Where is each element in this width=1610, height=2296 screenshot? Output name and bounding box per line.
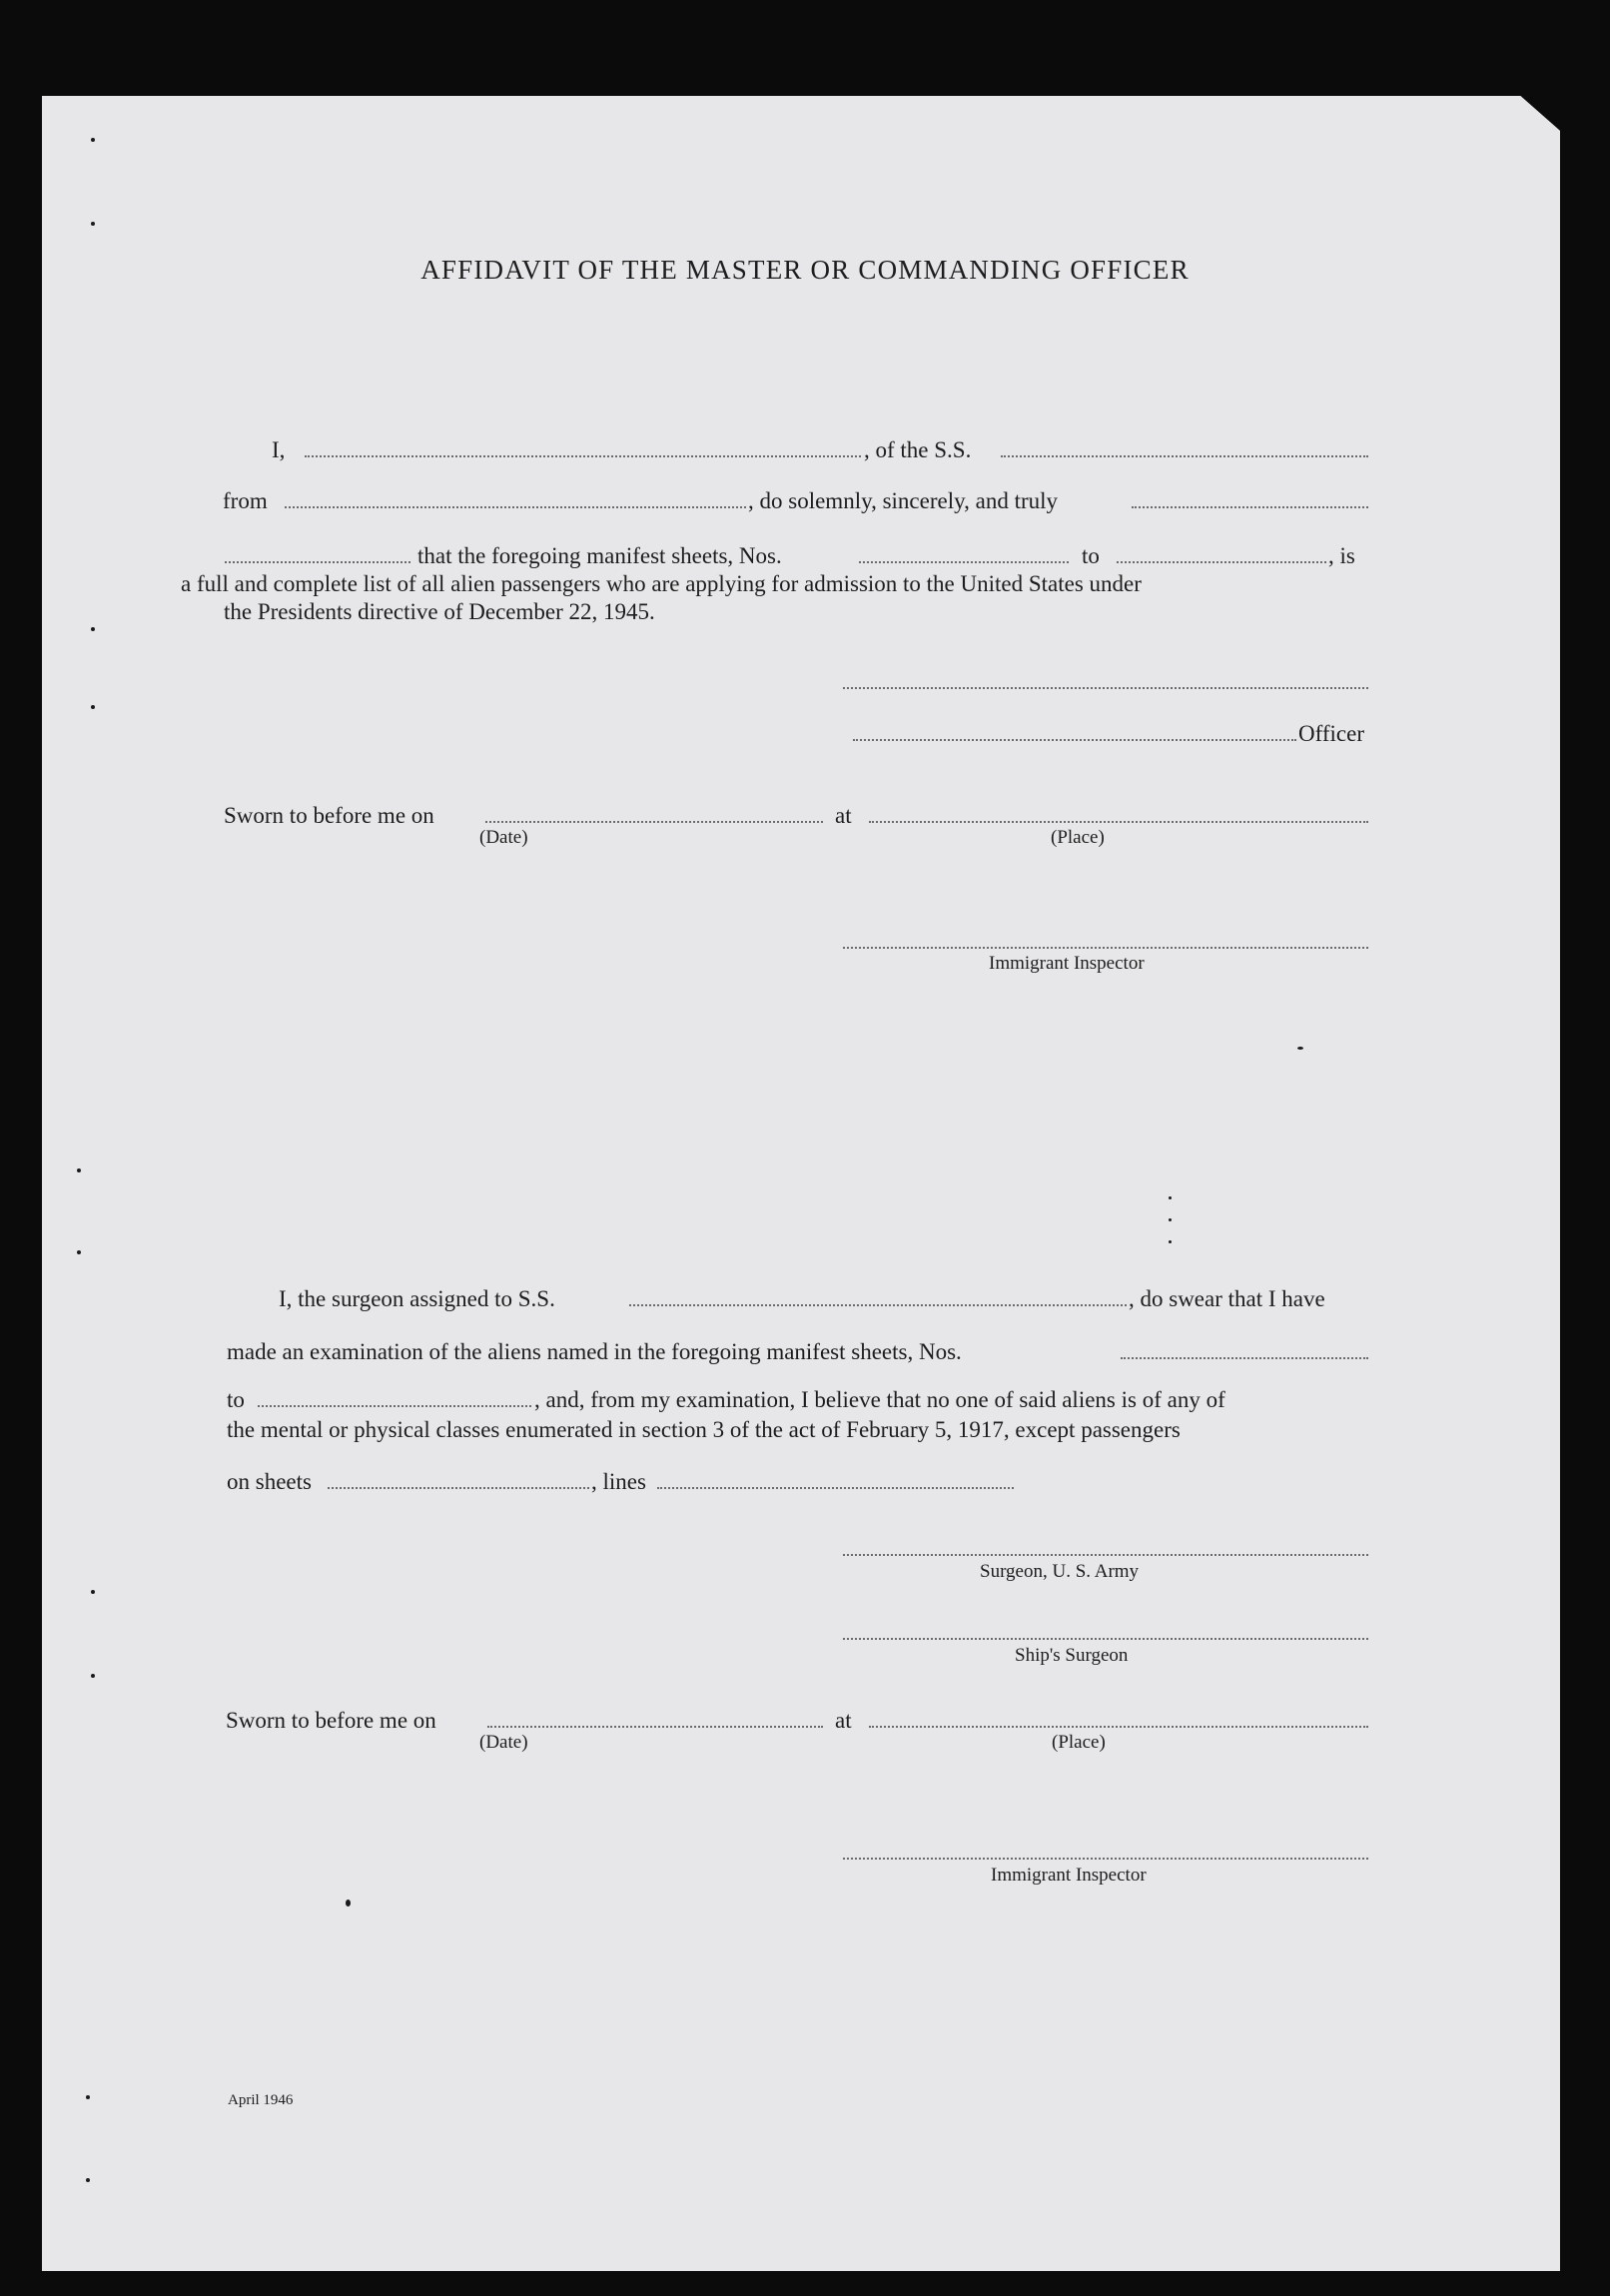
surgeon-sheets-field[interactable] [328, 1487, 589, 1489]
master-at-label: at [835, 803, 852, 828]
surgeon-inspector-caption: Immigrant Inspector [991, 1865, 1147, 1886]
master-oath-field[interactable] [1132, 506, 1368, 508]
surgeon-lines-field[interactable] [657, 1487, 1014, 1489]
master-sworn-place-field[interactable] [869, 821, 1368, 823]
surgeon-at-label: at [835, 1708, 852, 1733]
master-sworn-label: Sworn to before me on [224, 803, 434, 828]
master-i-label: I, [272, 437, 286, 462]
scan-speck [91, 1590, 95, 1594]
scan-speck [86, 2095, 90, 2099]
master-sheet-to-field[interactable] [1117, 561, 1326, 563]
master-signature-line[interactable] [843, 687, 1368, 689]
master-sworn-date-field[interactable] [485, 821, 823, 823]
scan-speck [1297, 1047, 1303, 1050]
scan-speck [91, 705, 95, 709]
scan-speck [91, 138, 95, 142]
master-ship-field[interactable] [1001, 455, 1368, 457]
officer-label: Officer [1298, 721, 1364, 746]
surgeon-sheet-to-field[interactable] [258, 1405, 531, 1407]
surgeon-examination-label: made an examination of the aliens named in the foregoing manifest sheets, Nos. [227, 1339, 962, 1364]
surgeon-classes-line: the mental or physical classes enumerated in section 3 of the act of February 5, 1917, except passengers [227, 1417, 1181, 1442]
surgeon-army-signature-line[interactable] [843, 1554, 1368, 1556]
form-page [42, 96, 1560, 2271]
master-date-caption: (Date) [479, 827, 528, 848]
scan-speck [1169, 1218, 1172, 1221]
scan-speck [91, 1674, 95, 1678]
scan-speck [91, 627, 95, 631]
master-oath-verb-field[interactable] [225, 561, 410, 563]
master-manifest-label: that the foregoing manifest sheets, Nos. [417, 543, 782, 568]
master-place-caption: (Place) [1051, 827, 1105, 848]
surgeon-sheets-label: on sheets [227, 1469, 312, 1494]
master-ship-label: , of the S.S. [864, 437, 972, 462]
surgeon-place-caption: (Place) [1052, 1732, 1106, 1753]
master-sheet-from-field[interactable] [859, 561, 1069, 563]
form-title: AFFIDAVIT OF THE MASTER OR COMMANDING OFFICER [420, 255, 1190, 285]
master-solemnly-label: , do solemnly, sincerely, and truly [748, 488, 1059, 513]
ships-surgeon-caption: Ship's Surgeon [1015, 1645, 1129, 1666]
surgeon-sheet-from-field[interactable] [1121, 1357, 1368, 1359]
master-statement-line: a full and complete list of all alien passengers who are applying for admission to the United States under [181, 571, 1142, 596]
scan-speck [91, 222, 95, 226]
master-from-label: from [223, 488, 268, 513]
surgeon-inspector-line[interactable] [843, 1858, 1368, 1860]
scan-speck [346, 1900, 351, 1907]
master-directive-line: the Presidents directive of December 22, 1945. [224, 599, 655, 624]
master-name-field[interactable] [305, 455, 861, 457]
surgeon-belief-label: , and, from my examination, I believe that no one of said aliens is of any of [534, 1387, 1225, 1412]
surgeon-sworn-label: Sworn to before me on [226, 1708, 436, 1733]
surgeon-ship-field[interactable] [629, 1304, 1127, 1306]
surgeon-swear-label: , do swear that I have [1129, 1286, 1325, 1311]
surgeon-lines-label: , lines [591, 1469, 646, 1494]
ships-surgeon-signature-line[interactable] [843, 1638, 1368, 1640]
surgeon-sworn-date-field[interactable] [487, 1726, 823, 1728]
master-from-field[interactable] [285, 506, 746, 508]
master-to-label: to [1082, 543, 1100, 568]
master-inspector-line[interactable] [843, 947, 1368, 949]
officer-signature-line[interactable] [853, 739, 1296, 741]
scan-speck [77, 1168, 81, 1172]
surgeon-date-caption: (Date) [479, 1732, 528, 1753]
form-date-footer: April 1946 [228, 2092, 294, 2108]
surgeon-to-label: to [227, 1387, 245, 1412]
surgeon-assigned-label: I, the surgeon assigned to S.S. [279, 1286, 555, 1311]
master-is-label: , is [1328, 543, 1355, 568]
master-inspector-caption: Immigrant Inspector [989, 953, 1145, 974]
surgeon-army-caption: Surgeon, U. S. Army [980, 1561, 1140, 1582]
scan-speck [86, 2178, 90, 2182]
surgeon-sworn-place-field[interactable] [869, 1726, 1368, 1728]
scan-speck [77, 1250, 81, 1254]
scan-speck [1169, 1240, 1172, 1243]
scan-speck [1169, 1196, 1172, 1199]
